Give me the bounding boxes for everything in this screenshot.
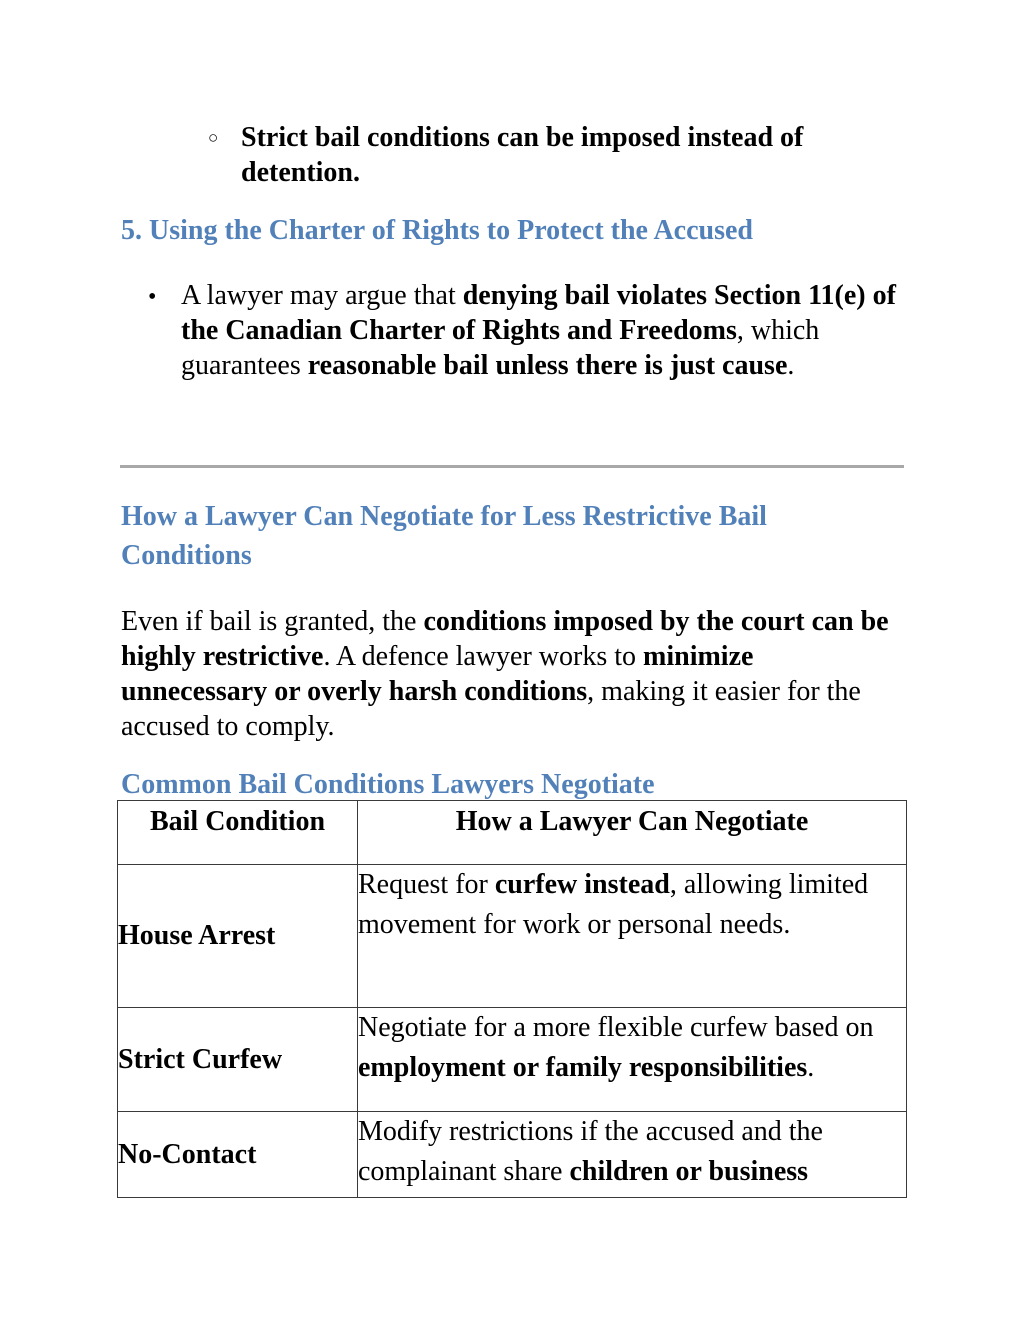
charter-section-heading: 5. Using the Charter of Rights to Protect the Accused [121, 215, 753, 246]
header-bail-condition: Bail Condition [118, 801, 358, 865]
cell-text: Modify restrictions if the accused and the complainant share [358, 1116, 823, 1187]
table-heading: Common Bail Conditions Lawyers Negotiate [121, 769, 655, 800]
para-text-3: , making it easier for the accused to comply. [121, 676, 861, 742]
charter-bold-2: reasonable bail unless there is just cause [307, 350, 788, 381]
cell-text: . [807, 1052, 815, 1083]
cell-text: Request for [358, 869, 495, 900]
sub-bullet-text: Strict bail conditions can be imposed instead of detention. [241, 122, 804, 188]
charter-text-1: A lawyer may argue that [181, 280, 463, 311]
cell-bold: children or business [569, 1156, 809, 1187]
negotiation-cell [358, 865, 907, 1008]
para-bold-1: conditions imposed by the court can be highly restrictive [121, 606, 889, 672]
cell-bold: curfew instead [494, 869, 670, 900]
negotiation-cell [358, 1112, 907, 1198]
header-how-to-negotiate: How a Lawyer Can Negotiate [358, 801, 907, 865]
para-text-2: . A defence lawyer works to [323, 641, 644, 672]
table-row [118, 1008, 907, 1112]
bullet-marker: • [148, 284, 157, 310]
negotiation-cell [358, 1008, 907, 1112]
cell-bold: employment or family responsibilities [358, 1052, 808, 1083]
para-bold-2: minimize unnecessary or overly harsh conditions [121, 641, 754, 707]
charter-text-3: . [787, 350, 795, 381]
cell-text: Negotiate for a more flexible curfew based on [358, 1012, 874, 1043]
para-text-1: Even if bail is granted, the [121, 606, 424, 637]
table-row [118, 865, 907, 1008]
charter-text-2: , which guarantees [181, 315, 820, 381]
negotiate-section-heading: How a Lawyer Can Negotiate for Less Restrictive Bail Conditions [121, 501, 767, 571]
bail-conditions-table [117, 800, 907, 1198]
condition-cell: No-Contact [118, 1112, 358, 1198]
condition-cell: Strict Curfew [118, 1008, 358, 1112]
table-header-row [118, 801, 907, 865]
cell-text: , allowing limited movement for work or personal needs. [358, 869, 869, 940]
horizontal-divider [120, 465, 904, 468]
negotiate-paragraph [121, 604, 901, 744]
sub-bullet-marker: ○ [208, 128, 219, 147]
charter-bold-1: denying bail violates Section 11(e) of the Canadian Charter of Rights and Freedoms [181, 280, 896, 346]
table-row [118, 1112, 907, 1198]
condition-cell: House Arrest [118, 865, 358, 1008]
charter-bullet-text [181, 278, 901, 383]
